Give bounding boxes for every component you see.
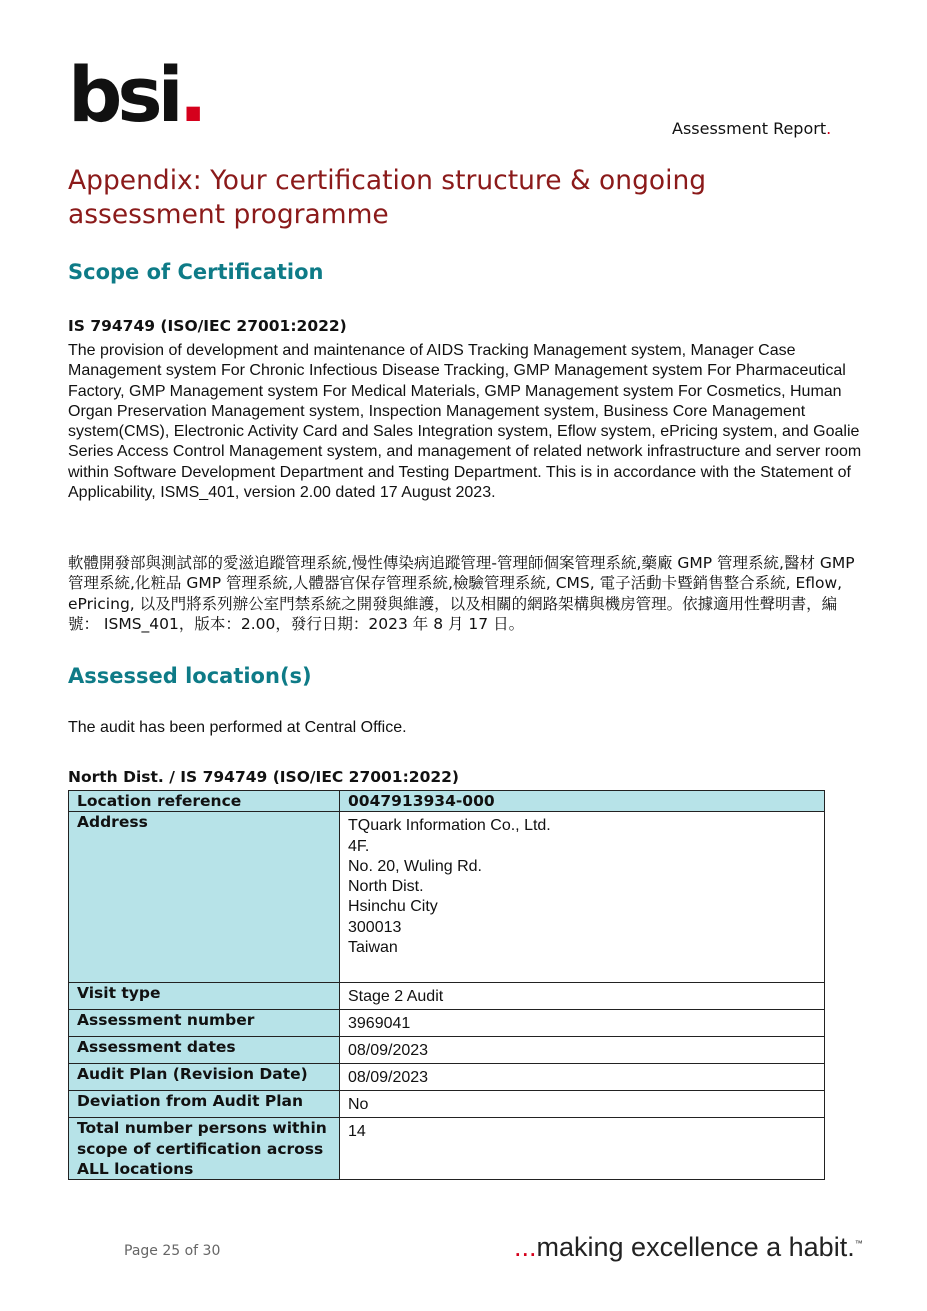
scope-text-zh: 軟體開發部與測試部的愛滋追蹤管理系統,慢性傳染病追蹤管理-管理師個案管理系統,藥廠 GMP 管理系統,醫材 GMP 管理系統,化粧品 GMP 管理系統,人體器官保存管理系統,檢驗管理系統, CMS, 電子活動卡暨銷售整合系統, Eflow, ePricing, 以及門將系列辦公室門禁系統之開發與維護，以及相關的網路架構與機房管理。依據適用性聲明書，編號： ISMS_401，版本：2.00，發行日期：2023 年 8 月 17 日。: [68, 554, 855, 633]
logo-dot: .: [178, 50, 203, 139]
table-row: [69, 1037, 825, 1064]
address-line: No. 20, Wuling Rd.: [348, 857, 482, 875]
assessment-dates-label: Assessment dates: [69, 1037, 340, 1064]
address-line: TQuark Information Co., Ltd.: [348, 817, 551, 835]
table-row: [69, 791, 825, 812]
deviation-label: Deviation from Audit Plan: [69, 1091, 340, 1118]
table-row: [69, 1091, 825, 1118]
report-label: [672, 119, 831, 138]
table-row: [69, 1064, 825, 1091]
page-title: Appendix: Your certification structure & ongoing assessment programme: [68, 165, 707, 230]
location-reference-value: 0047913934-000: [340, 791, 825, 812]
visit-type-label: Visit type: [69, 983, 340, 1010]
address-line: Hsinchu City: [348, 898, 438, 916]
table-row: [69, 983, 825, 1010]
audit-text: The audit has been performed at Central Office.: [68, 719, 407, 736]
location-table-heading: North Dist. / IS 794749 (ISO/IEC 27001:2022): [68, 768, 460, 786]
assessment-dates-value: 08/09/2023: [340, 1037, 825, 1064]
deviation-value: No: [340, 1091, 825, 1118]
tagline-text: making excellence a habit.: [536, 1232, 855, 1262]
table-row: [69, 812, 825, 983]
visit-type-value: Stage 2 Audit: [340, 983, 825, 1010]
audit-plan-label: Audit Plan (Revision Date): [69, 1064, 340, 1091]
assessment-number-label: Assessment number: [69, 1010, 340, 1037]
address-line: 300013: [348, 918, 402, 936]
scope-standard: IS 794749 (ISO/IEC 27001:2022): [68, 317, 347, 335]
logo-text: bsi: [68, 50, 179, 139]
report-label-text: Assessment Report: [672, 119, 827, 138]
address-label: Address: [69, 812, 340, 983]
table-row: [69, 1010, 825, 1037]
tagline: [514, 1232, 863, 1263]
address-line: Taiwan: [348, 939, 398, 957]
address-line: 4F.: [348, 837, 370, 855]
report-label-dot: .: [826, 119, 832, 138]
address-value: [340, 812, 825, 983]
location-reference-label: Location reference: [69, 791, 340, 812]
locations-heading: Assessed location(s): [68, 664, 312, 688]
audit-plan-value: 08/09/2023: [340, 1064, 825, 1091]
persons-label: Total number persons within scope of certification across ALL locations: [69, 1118, 340, 1180]
persons-value: 14: [340, 1118, 825, 1180]
trademark-symbol: ™: [854, 1239, 863, 1248]
address-line: North Dist.: [348, 878, 424, 896]
scope-heading: Scope of Certification: [68, 260, 324, 284]
location-table: [68, 790, 825, 1180]
bsi-logo: [68, 52, 203, 137]
scope-text-en: The provision of development and maintenance of AIDS Tracking Management system, Manager Case Management system For Chronic Infectious Disease Tracking, GMP Management system For Pharmaceutical Factory, GMP Management system For Medical Materials, GMP Management system For Cosmetics, Human Organ Preservation Management system, Inspection Management system, Business Core Management system(CMS), Electronic Activity Card and Sales Integration system, Eflow system, ePricing system, and Goalie Series Access Control Management system, and management of related network infrastructure and server room within Software Development Department and Testing Department. This is in accordance with the Statement of Applicability, ISMS_401, version 2.00 dated 17 August 2023.: [68, 342, 862, 502]
assessment-number-value: 3969041: [340, 1010, 825, 1037]
page-number: Page 25 of 30: [124, 1243, 221, 1259]
table-row: [69, 1118, 825, 1180]
tagline-dots: ...: [514, 1232, 537, 1262]
